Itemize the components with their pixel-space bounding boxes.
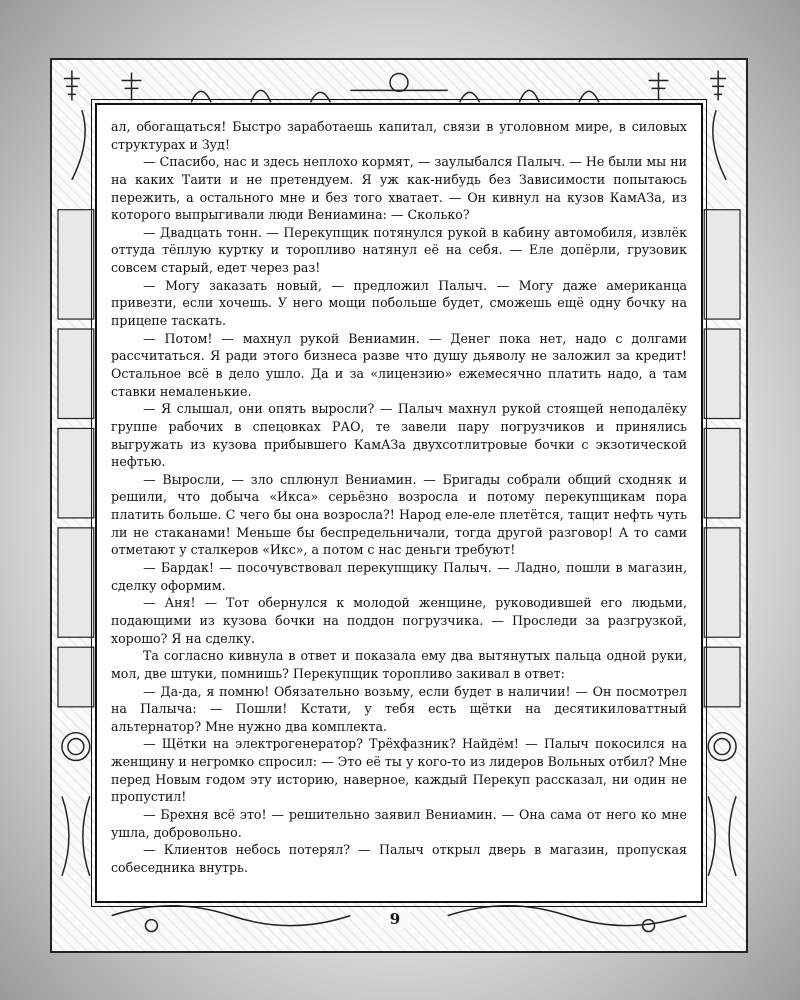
paragraph: — Да-да, я помню! Обязательно возьму, если будет в наличии! — Он посмотрел на Палыча: — Пошли! Кстати, у тебя есть щётки на десятикиловаттный альтернатор? Мне нужно два комплекта. [111, 683, 687, 734]
paragraph: — Щётки на электрогенератор? Трёхфазник? Найдём! — Палыч покосился на женщину и негромко спросил: — Это её ты у кого-то из лидеров Вольных отбил? Мне перед Новым годом эту историю, наверное, каждый Перекуп рассказал, ни один не пропустил! [111, 736, 687, 805]
paragraph: — Бардак! — посочувствовал перекупщику Палыч. — Ладно, пошли в магазин, сделку оформим. [111, 560, 687, 593]
paragraph: — Брехня всё это! — решительно заявил Вениамин. — Она сама от него ко мне ушла, добровольно. [111, 806, 687, 840]
paragraph: — Двадцать тонн. — Перекупщик потянулся рукой в кабину автомобиля, извлёк оттуда тёплую куртку и торопливо натянул её на себя. — Еле допёрли, грузовик совсем старый, едет через раз! [111, 224, 687, 276]
paragraph: — Клиентов небось потерял? — Палыч открыл дверь в магазин, пропуская собеседника внутрь. [111, 842, 687, 875]
paragraph: — Аня! — Тот обернулся к молодой женщине, руководившей его людьми, подающими из кузова бочки на поддон погрузчика. — Проследи за разгрузкой, хорошо? Я на сделку. [111, 595, 687, 646]
paragraph: ал, обогащаться! Быстро заработаешь капитал, связи в уголовном мире, в силовых структурах и Зуд! [111, 119, 687, 152]
paragraph: — Я слышал, они опять выросли? — Палыч махнул рукой стоящей неподалёку группе рабочих в спецовках РАО, те завели пару погрузчиков и принялись выгружать из кузова прибывшего КамАЗа двухсотлитровые бочки с экзотической нефтью. [111, 401, 687, 470]
paragraph: Та согласно кивнула в ответ и показала ему два вытянутых пальца одной руки, мол, две штуки, помнишь? Перекупщик торопливо закивал в ответ: [111, 648, 687, 681]
page-number: 9 [380, 910, 410, 928]
paragraph: — Могу заказать новый, — предложил Палыч. — Могу даже американца привезти, если хочешь. У него мощи побольше будет, сможешь ещё одну бочку на прицепе таскать. [111, 277, 687, 329]
paragraph: — Потом! — махнул рукой Вениамин. — Денег пока нет, надо с долгами рассчитаться. Я ради этого бизнеса разве что душу дьяволу не заложил за кредит! Остальное всё в дело ушло. Да и за «лицензию» ежемесячно платить надо, а там ставки немаленькие. [111, 330, 687, 399]
body-text [111, 118, 687, 877]
paragraph: — Выросли, — зло сплюнул Вениамин. — Бригады собрали общий сходняк и решили, что добыча «Икса» серьёзно возросла и потому перекупщикам пора платить больше. С чего бы она возросла?! Народ еле-еле плетётся, тащит нефть чуть ли не стаканами! Меньше бы беспредельничали, тогда другой разговор! А то сами отметают у сталкеров «Икс», а потом с нас деньги требуют! [111, 471, 687, 558]
page-number-box [360, 902, 430, 936]
paragraph: — Спасибо, нас и здесь неплохо кормят, — заулыбался Палыч. — Не были мы ни на каких Таити и не претендуем. Я уж как-нибудь без Зависимости попытаюсь пережить, а остального мне и без того хватает. — Он кивнул на кузов КамАЗа, из которого выпрыгивали люди Вениамина: — Сколько? [111, 154, 687, 223]
